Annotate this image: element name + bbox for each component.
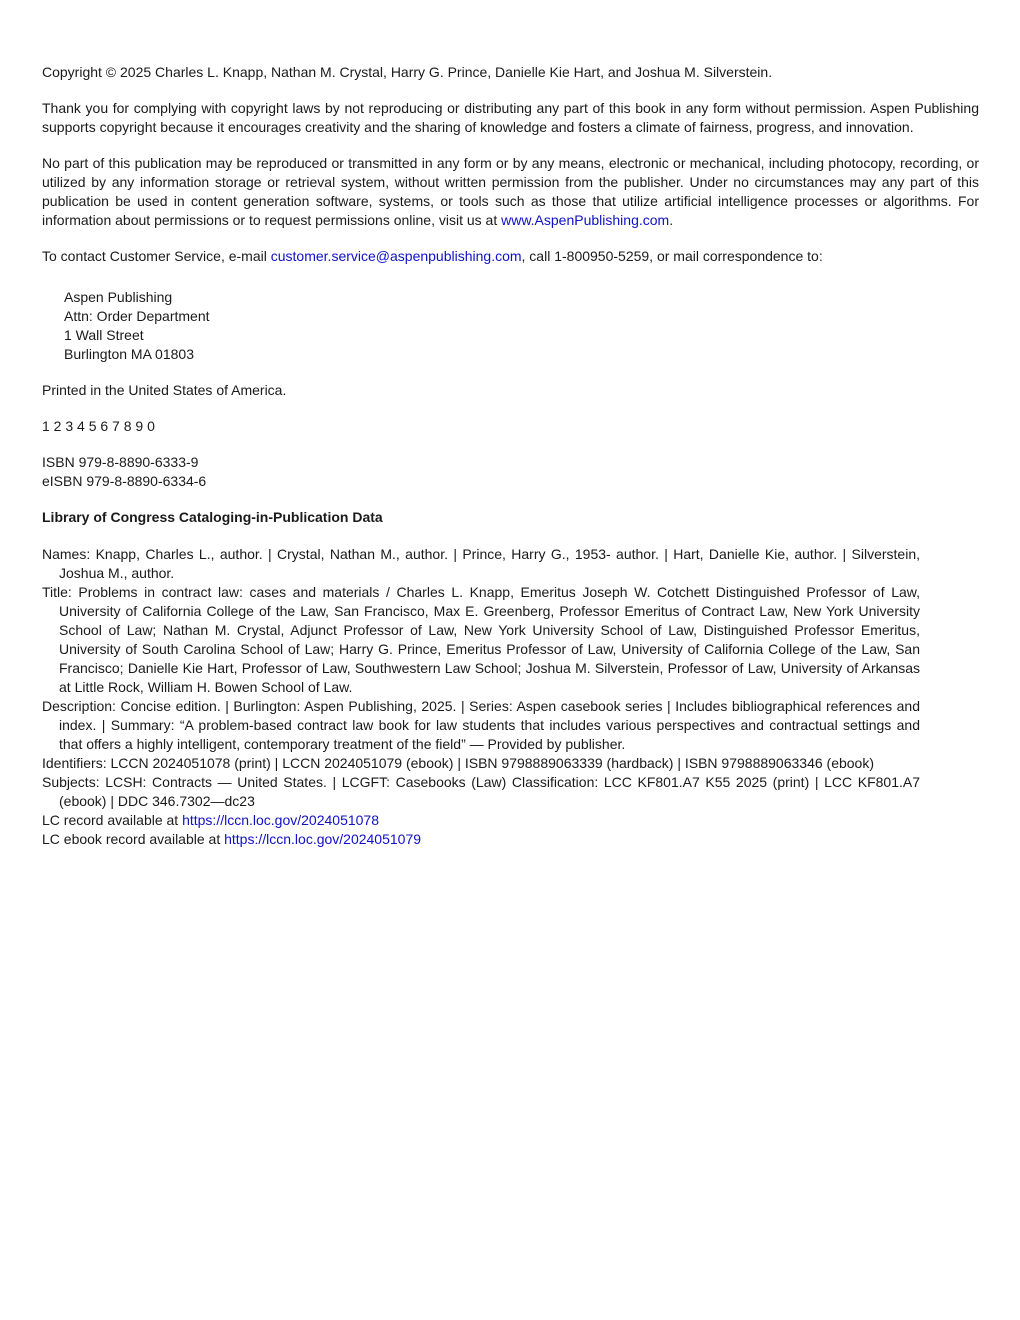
printed-notice: Printed in the United States of America. bbox=[42, 382, 287, 398]
rights-end: . bbox=[669, 212, 674, 228]
address-line: Aspen Publishing bbox=[64, 289, 173, 305]
cip-heading: Library of Congress Cataloging-in-Publication Data bbox=[42, 509, 383, 525]
cip-data bbox=[42, 545, 920, 849]
contact-paragraph bbox=[42, 247, 979, 266]
rights-paragraph bbox=[42, 154, 979, 230]
contact-pre: To contact Customer Service, e-mail bbox=[42, 248, 271, 264]
address-line: Burlington MA 01803 bbox=[64, 346, 194, 362]
address-line: 1 Wall Street bbox=[64, 327, 144, 343]
cip-names: Names: Knapp, Charles L., author. | Crystal, Nathan M., author. | Prince, Harry G., 1953- author. | Hart, Danielle Kie, author. | Silverstein, Joshua M., author. bbox=[42, 546, 920, 581]
lc-ebook-line bbox=[42, 830, 920, 849]
address-line: Attn: Order Department bbox=[64, 308, 210, 324]
copyright-page bbox=[42, 63, 979, 849]
cip-identifiers: Identifiers: LCCN 2024051078 (print) | LCCN 2024051079 (ebook) | ISBN 9798889063339 (hardback) | ISBN 9798889063346 (ebook) bbox=[42, 755, 875, 771]
lc-record-link[interactable]: https://lccn.loc.gov/2024051078 bbox=[182, 812, 379, 828]
isbn: ISBN 979-8-8890-6333-9 bbox=[42, 454, 199, 470]
rights-text: No part of this publication may be reproduced or transmitted in any form or by any means, electronic or mechanical, including photocopy, recording, or utilized by any information storage or retrieval system, without written permission from the publisher. Under no circumstances may any part of this publication be used in content generation software, systems, or tools such as those that utilize artificial intelligence processes or algorithms. For information about permissions or to request permissions online, visit us at bbox=[42, 155, 979, 228]
contact-post: , call 1-800950-5259, or mail correspondence to: bbox=[521, 248, 823, 264]
cip-subjects: Subjects: LCSH: Contracts — United States. | LCGFT: Casebooks (Law) Classification: LCC KF801.A7 K55 2025 (print) | LCC KF801.A7 (ebook) | DDC 346.7302—dc23 bbox=[42, 774, 920, 809]
lc-record-label: LC record available at bbox=[42, 812, 183, 828]
customer-service-email-link[interactable]: customer.service@aspenpublishing.com bbox=[270, 248, 522, 264]
cip-title: Title: Problems in contract law: cases and materials / Charles L. Knapp, Emeritus Joseph W. Cotchett Distinguished Professor of Law, University of California College of the Law, San Francisco, Max E. Greenberg, Professor Emeritus of Contract Law, New York University School of Law; Nathan M. Crystal, Adjunct Professor of Law, New York University School of Law, Distinguished Professor Emeritus, University of South Carolina School of Law; Harry G. Prince, Emeritus Professor of Law, University of California College of the Law, San Francisco; Danielle Kie Hart, Professor of Law, Southwestern Law School; Joshua M. Silverstein, Professor of Law, University of Arkansas at Little Rock, William H. Bowen School of Law. bbox=[42, 584, 920, 695]
eisbn: eISBN 979-8-8890-6334-6 bbox=[42, 473, 207, 489]
copyright-notice: Copyright © 2025 Charles L. Knapp, Nathan M. Crystal, Harry G. Prince, Danielle Kie Hart, and Joshua M. Silverstein. bbox=[42, 64, 773, 80]
cip-description: Description: Concise edition. | Burlington: Aspen Publishing, 2025. | Series: Aspen casebook series | Includes bibliographical references and index. | Summary: “A problem-based contract law book for law students that includes various perspectives and contractual settings and that offers a highly intelligent, contemporary treatment of the field” — Provided by publisher. bbox=[42, 698, 920, 752]
lc-ebook-link[interactable]: https://lccn.loc.gov/2024051079 bbox=[224, 831, 422, 847]
aspen-website-link[interactable]: www.AspenPublishing.com bbox=[501, 212, 670, 228]
isbn-block bbox=[42, 453, 979, 491]
thanks-paragraph: Thank you for complying with copyright laws by not reproducing or distributing any part of this book in any form without permission. Aspen Publishing supports copyright because it encourages creativity and the sharing of knowledge and fosters a climate of fairness, progress, and innovation. bbox=[42, 100, 979, 135]
lc-record-line bbox=[42, 811, 920, 830]
printing-line: 1 2 3 4 5 6 7 8 9 0 bbox=[42, 418, 155, 434]
mailing-address bbox=[42, 288, 979, 364]
lc-ebook-label: LC ebook record available at bbox=[42, 831, 225, 847]
